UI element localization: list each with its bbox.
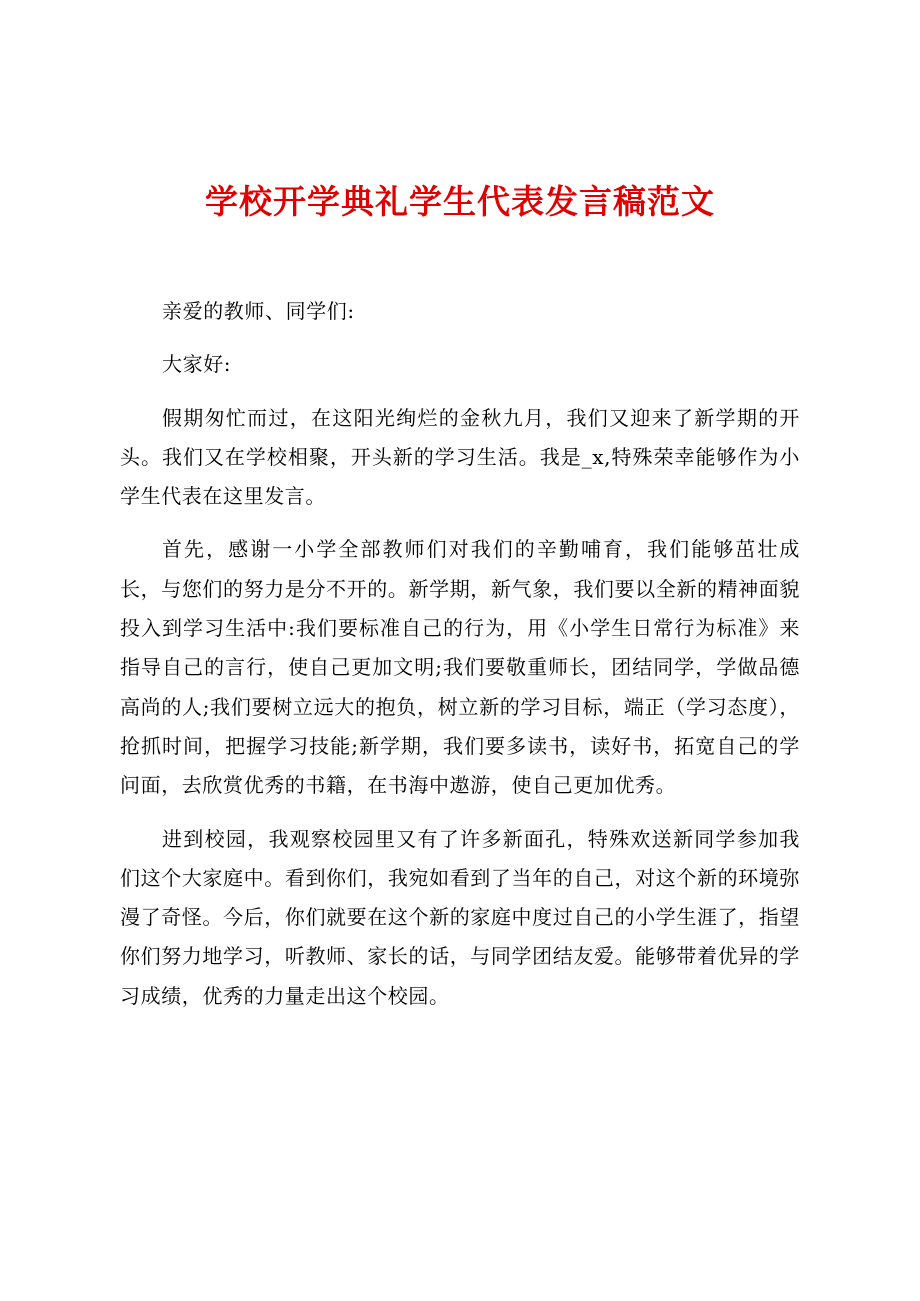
greeting: 大家好: <box>162 352 232 377</box>
paragraph-intro: 假期匆忙而过，在这阳光绚烂的金秋九月，我们又迎来了新学期的开头。我们又在学校相聚，开头新的学习生活。我是_x,特殊荣幸能够作为小学生代表在这里发言。 <box>120 405 800 509</box>
paragraph-thanks: 首先，感谢一小学全部教师们对我们的辛勤哺育，我们能够茁壮成长，与您们的努力是分不开的。新学期，新气象，我们要以全新的精神面貌投入到学习生活中:我们要标准自己的行为，用《小学生日常行为标准》来指导自己的言行，使自己更加文明;我们要敬重师长，团结同学，学做品德高尚的人;我们要树立远大的抱负，树立新的学习目标，端正（学习态度），抢抓时间，把握学习技能;新学期，我们要多读书，读好书，拓宽自己的学问面，去欣赏优秀的书籍，在书海中遨游，使自己更加优秀。 <box>120 537 800 798</box>
salutation: 亲爱的教师、同学们: <box>162 299 355 323</box>
page-title: 学校开学典礼学生代表发言稿范文 <box>205 182 715 222</box>
document-body <box>120 292 800 1030</box>
paragraph-welcome: 进到校园，我观察校园里又有了许多新面孔，特殊欢送新同学参加我们这个大家庭中。看到你们，我宛如看到了当年的自己，对这个新的环境弥漫了奇怪。今后，你们就要在这个新的家庭中度过自己的小学生涯了，指望你们努力地学习，听教师、家长的话，与同学团结友爱。能够带着优异的学习成绩，优秀的力量走出这个校园。 <box>120 826 800 1008</box>
